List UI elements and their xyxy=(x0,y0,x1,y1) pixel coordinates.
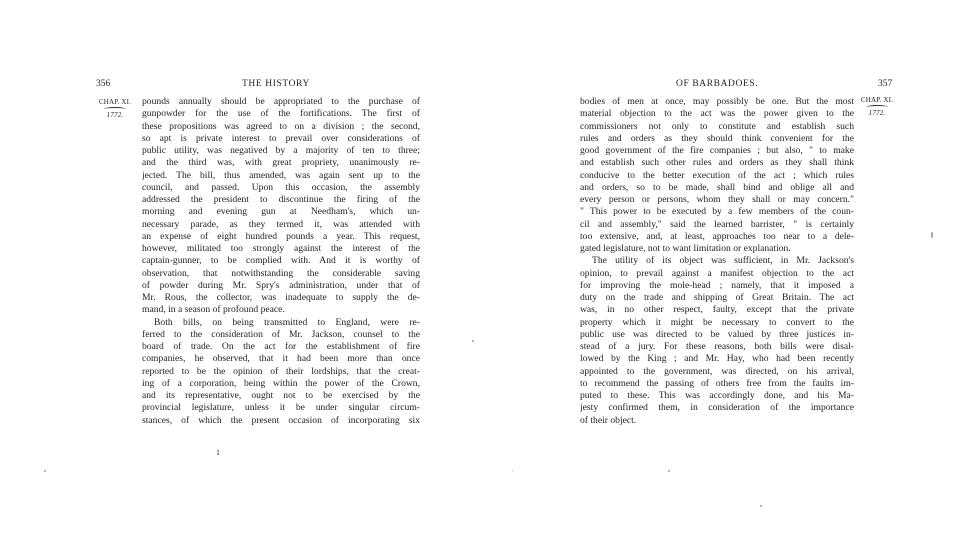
text-line: reported to be the opinion of their lordships, that the creat- xyxy=(142,365,420,377)
text-line: ferred to the consideration of Mr. Jackson, counsel to the xyxy=(142,328,420,340)
scan-speck xyxy=(760,505,762,507)
text-line: opinion, to prevail against a manifest objection to the act xyxy=(580,267,854,279)
text-line: The utility of its object was sufficient, in Mr. Jackson's xyxy=(592,255,854,267)
text-line: an expense of eight hundred pounds a year. This request, xyxy=(142,230,420,242)
text-line: and orders, so to be made, shall bind and oblige all and xyxy=(580,181,854,193)
text-line: Both bills, on being transmitted to England, were re- xyxy=(154,316,420,328)
text-line: rules and orders as they should think convenient for the xyxy=(580,132,854,144)
text-line: appointed to the government, was directed, on his arrival, xyxy=(580,365,854,377)
text-line: stances, of which the present occasion of incorporating six xyxy=(142,414,420,426)
text-line: was, in no other respect, faulty, except that the private xyxy=(580,304,854,316)
text-line: conducive to the better execution of the act ; which rules xyxy=(580,169,854,181)
right-margin-year: 1772. xyxy=(868,109,886,117)
text-line: for improving the mole-head ; namely, that it imposed a xyxy=(580,279,854,291)
text-line: jected. The bill, thus amended, was again sent up to the xyxy=(142,169,420,181)
text-line: of their object. xyxy=(580,414,637,426)
text-line: property which it might be necessary to convert to the xyxy=(580,316,854,328)
text-line: these propositions was agreed to on a division ; the second, xyxy=(142,120,420,132)
text-line: cil and assembly," said the learned barrister, " is certainly xyxy=(580,218,854,230)
text-line: so apt is private interest to prevail over considerations of xyxy=(142,132,420,144)
scan-speck xyxy=(512,470,513,471)
text-line: council, and passed. Upon this occasion, the assembly xyxy=(142,181,420,193)
text-line: gated legislature, not to want limitation or explanation. xyxy=(580,243,791,254)
left-running-head: THE HISTORY xyxy=(242,79,310,89)
left-body-text xyxy=(142,96,420,427)
right-margin-chapter: CHAP. XI. xyxy=(860,96,894,104)
text-line: observation, that notwithstanding the considerable saving xyxy=(142,267,420,279)
text-line: and establish such other rules and orders as they shall think xyxy=(580,157,854,169)
left-margin-note xyxy=(94,98,136,120)
text-line: companies, he observed, that it had been more than once xyxy=(142,353,420,365)
text-line: and its representative, ought not to be exercised by the xyxy=(142,390,420,401)
scan-speck xyxy=(931,232,933,238)
text-line: puted to these. This was accordingly done, and his Ma- xyxy=(580,390,854,401)
text-line: mand, in a season of profound peace. xyxy=(142,304,285,316)
left-margin-chapter: CHAP. XI. xyxy=(98,98,132,106)
text-line: " This power to be executed by a few members of the coun- xyxy=(580,206,854,218)
text-line: captain-gunner, to be complied with. And it is worthy of xyxy=(142,255,420,267)
right-page-number: 357 xyxy=(878,79,893,89)
scan-speck xyxy=(472,340,474,342)
text-line: public use was directed to be valued by three justices in- xyxy=(580,328,854,340)
text-line: to recommend the passing of others free from the faults im- xyxy=(580,377,854,389)
text-line: stead of a jury. For these reasons, both bills were disal- xyxy=(580,341,854,352)
text-line: ing of a corporation, being within the power of the Crown, xyxy=(142,377,420,389)
scan-speck xyxy=(44,470,46,472)
right-body-text xyxy=(580,96,854,427)
left-margin-year: 1772. xyxy=(106,111,124,119)
text-line: bodies of men at once, may possibly be one. But the most xyxy=(580,96,854,107)
text-line: jesty confirmed them, in consideration of the importance xyxy=(580,402,854,414)
text-line: morning and evening gun at Needham's, which un- xyxy=(142,206,420,218)
text-line: pounds annually should be appropriated to the purchase of xyxy=(142,96,420,107)
text-line: every person or persons, whom they shall or may concern." xyxy=(580,194,854,205)
right-margin-note xyxy=(856,96,898,118)
left-signature-mark: 1 xyxy=(216,448,220,457)
text-line: necessary parade, as they termed it, was attended with xyxy=(142,218,420,230)
text-line: material objection to the act was the power given to the xyxy=(580,108,854,120)
right-running-head: OF BARBADOES. xyxy=(676,79,759,89)
text-line: lowed by the King ; and Mr. Hay, who had been recently xyxy=(580,353,854,365)
text-line: of powder during Mr. Spry's administration, under that of xyxy=(142,279,420,291)
text-line: however, militated too strongly against the interest of the xyxy=(142,243,420,254)
text-line: public utility, was negatived by a majority of ten to three; xyxy=(142,145,420,156)
text-line: board of trade. On the act for the establishment of fire xyxy=(142,341,420,352)
scan-speck xyxy=(668,470,670,472)
text-line: Mr. Rous, the collector, was inadequate to supply the de- xyxy=(142,292,420,303)
text-line: too extensive, and, at least, approaches too near to a dele- xyxy=(580,230,854,242)
text-line: addressed the president to discontinue the firing of the xyxy=(142,194,420,205)
text-line: and the third was, with great propriety, unanimously re- xyxy=(142,157,420,169)
text-line: provincial legislature, unless it be under singular circum- xyxy=(142,402,420,414)
text-line: duty on the trade and shipping of Great Britain. The act xyxy=(580,292,854,303)
text-line: gunpowder for the use of the fortifications. The first of xyxy=(142,108,420,120)
left-page-number: 356 xyxy=(96,79,111,89)
text-line: commissioners not only to constitute and establish such xyxy=(580,120,854,132)
text-line: good government of the fire companies ; but also, " to make xyxy=(580,145,854,156)
